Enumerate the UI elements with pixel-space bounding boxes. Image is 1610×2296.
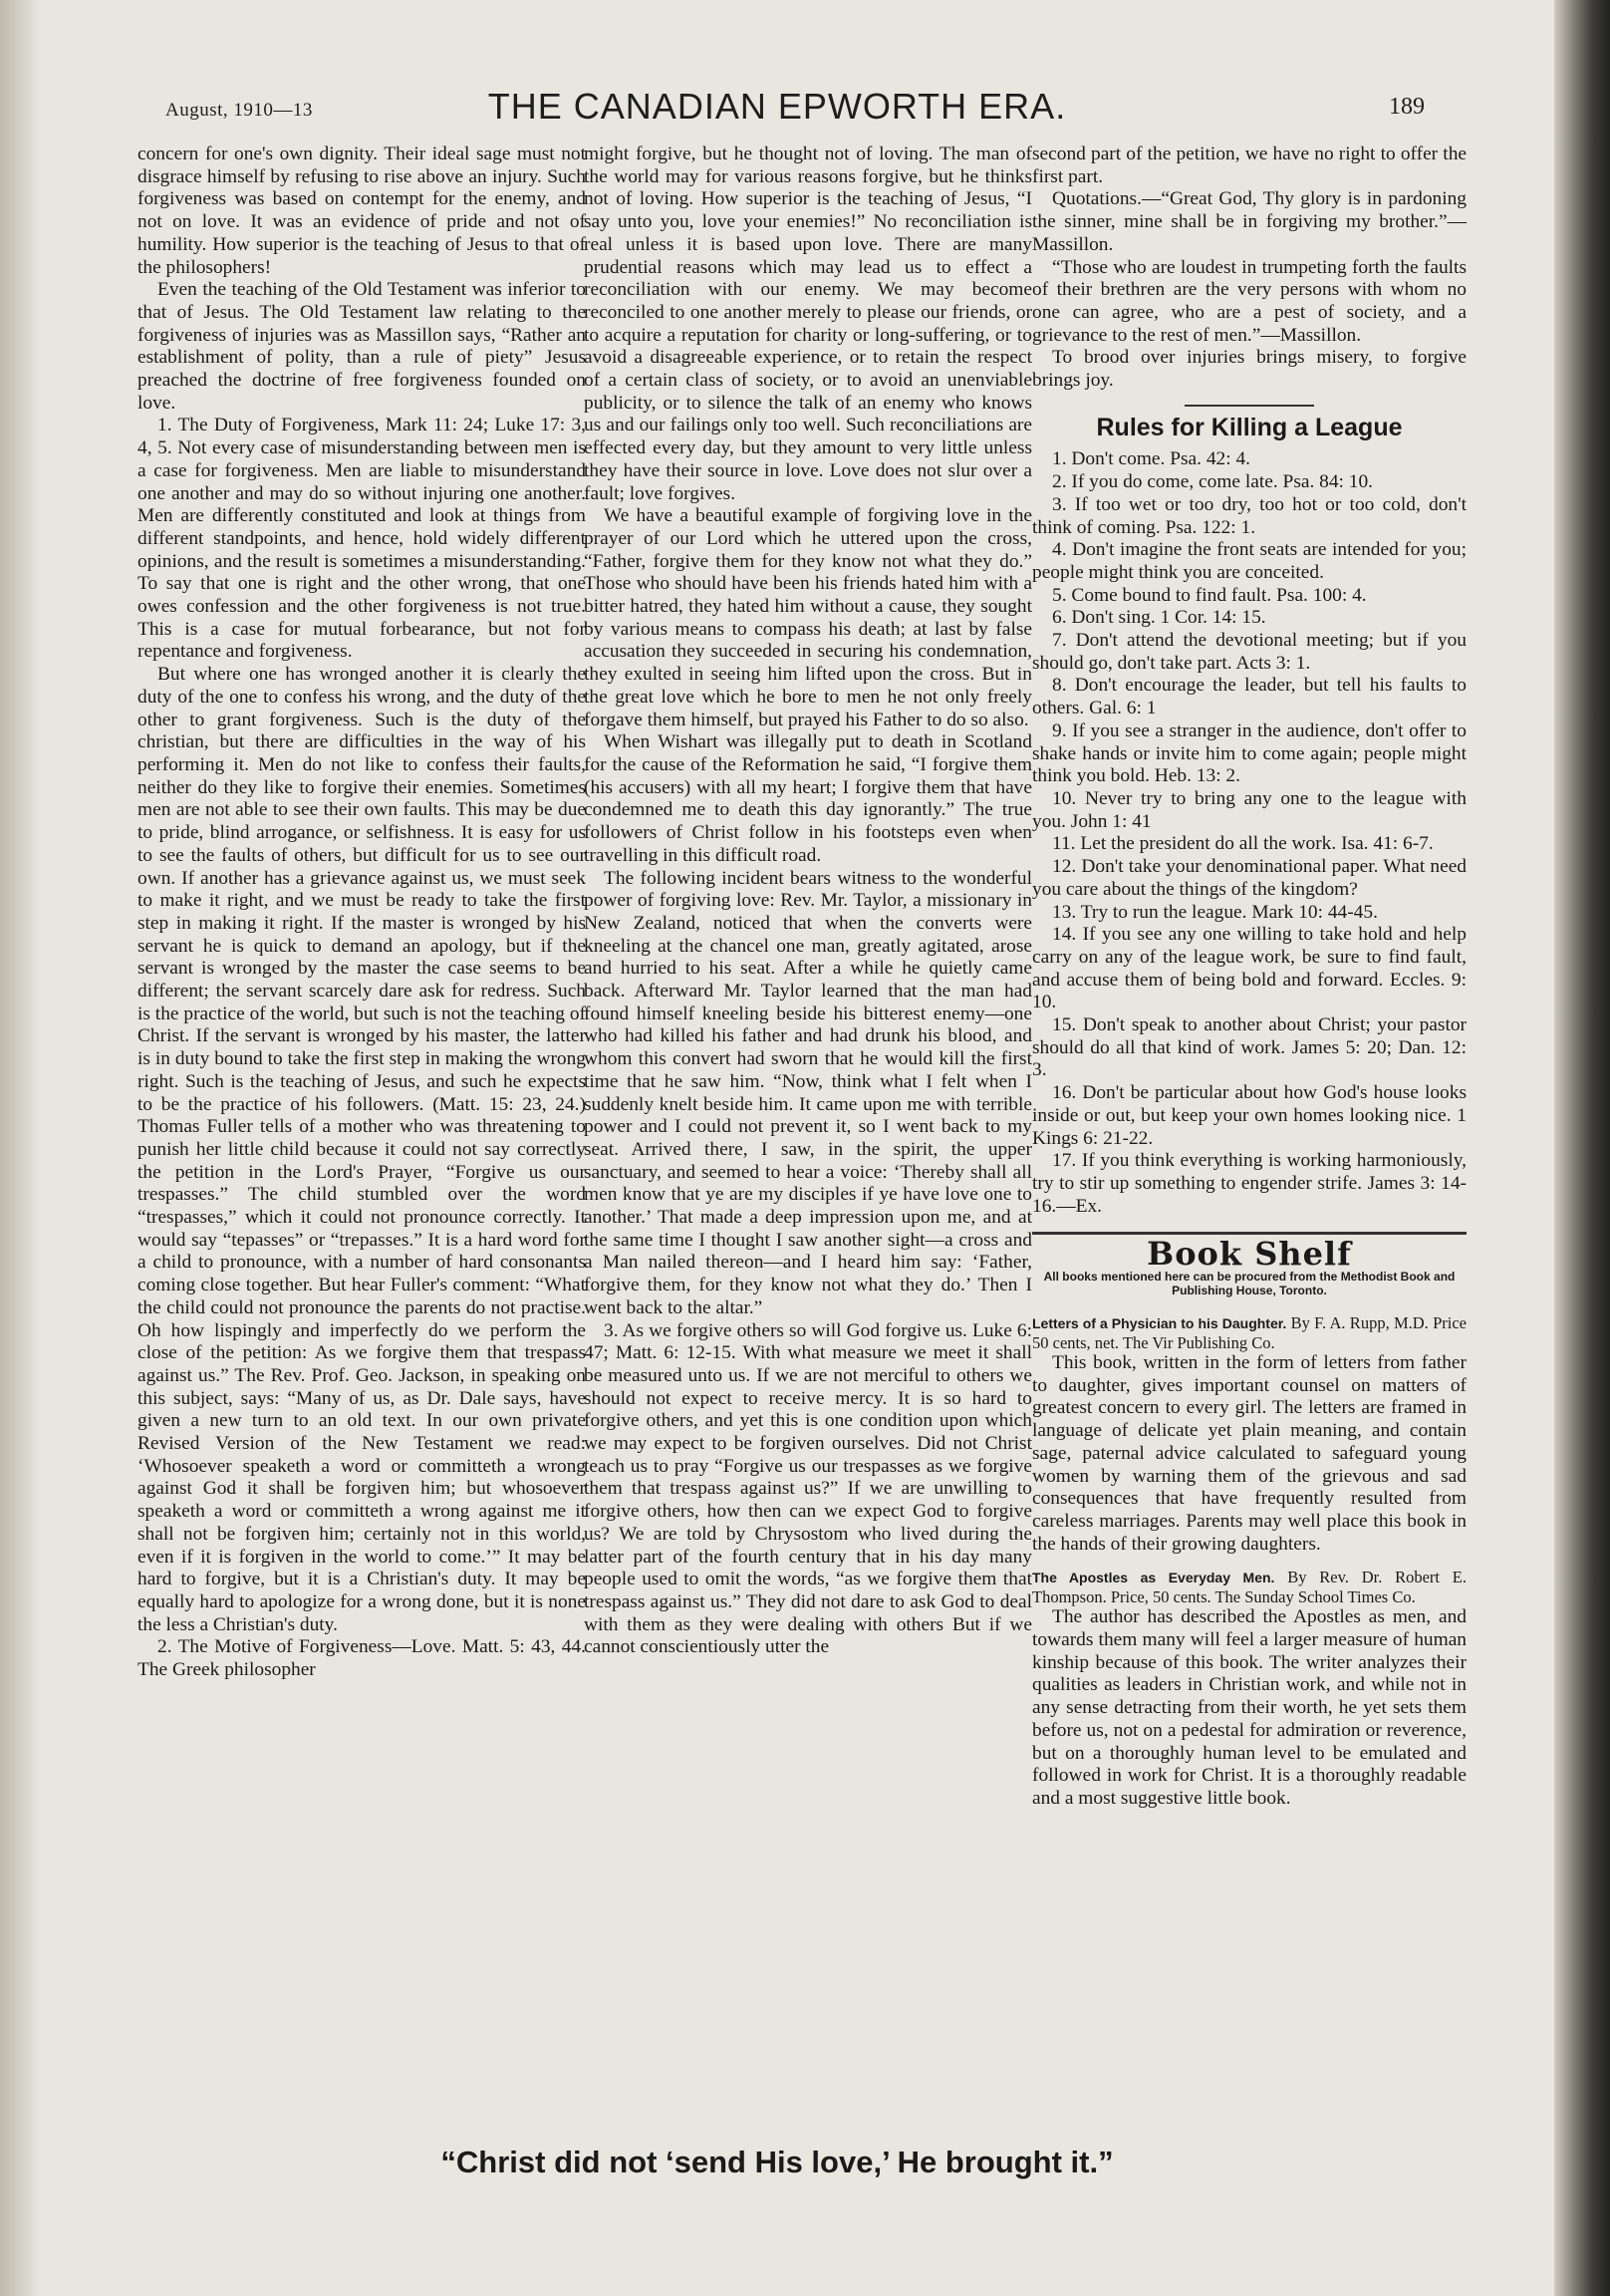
rule-item: 11. Let the president do all the work. Isa. 41: 6-7. (1052, 833, 1434, 855)
rules-list (1032, 448, 1467, 1218)
column-3 (1032, 144, 1467, 1811)
book-spine-edge (1554, 0, 1610, 2296)
paragraph: concern for one's own dignity. Their ideal sage must not disgrace himself by refusing to rise above an injury. Such forgiveness was based on contempt for the enemy, and not on love. It was an evidence of pride and not of humility. How superior is the teaching of Jesus to that of the philosophers! (137, 144, 586, 278)
rule-item: 3. If too wet or too dry, too hot or too cold, don't think of coming. Psa. 122: 1. (1032, 493, 1467, 538)
rule-item: 14. If you see any one willing to take hold and help carry on any of the league work, be sure to find fault, and accuse them of being bold and forward. Eccles. 9: 10. (1032, 924, 1467, 1013)
paragraph: 2. The Motive of Forgiveness—Love. Matt. 5: 43, 44. The Greek philosopher (137, 1636, 586, 1681)
rule-item: 7. Don't attend the devotional meeting; but if you should go, don't take part. Acts 3: 1. (1032, 630, 1467, 674)
column-2 (584, 144, 1032, 1659)
section-divider (1185, 405, 1314, 407)
rule-item: 13. Try to run the league. Mark 10: 44-45. (1052, 901, 1378, 923)
rules-heading: Rules for Killing a League (1096, 413, 1403, 441)
paragraph: The following incident bears witness to the wonderful power of forgiving love: Rev. Mr. Taylor, a missionary in New Zealand, noticed that when the converts were kneeling at the chancel one man, greatly agitated, arose and hurried to his seat. After a while he quietly came back. Afterward Mr. Taylor learned that the man had found himself kneeling beside his bitterest enemy—one who had killed his father and had drunk his blood, and whom this convert had sworn that he would kill the first time that he saw him. “Now, think what I felt when I suddenly knelt beside him. It came upon me with terrible power and I could not prevent it, so I went back to my seat. Arrived there, I saw, in the spirit, the upper sanctuary, and seemed to hear a voice: ‘Thereby shall all men know that ye are my disciples if ye have love one to another.’ That made a deep impression upon me, and at the same time I thought I saw another sight—a cross and a Man nailed thereon—and I heard him say: ‘Father, forgive them, for they know not what they do.’ Then I went back to the altar.” (584, 867, 1032, 1318)
paragraph: We have a beautiful example of forgiving love in the prayer of our Lord which he uttered upon the cross, “Father, forgive them for they know not what they do.” Those who should have been his friends hated him with a bitter hatred, they hated him without a cause, they sought by various means to compass his death; at last by false accusation they succeeded in securing his condemnation, they exulted in seeing him lifted upon the cross. But in the great love which he bore to men he not only freely forgave them himself, but prayed his Father to do so also. (584, 505, 1032, 730)
paragraph: But where one has wronged another it is clearly the duty of the one to confess his wrong, and the duty of the other to grant forgiveness. Such is the duty of the christian, but there are difficulties in the way of his performing it. Men do not like to confess their faults, neither do they like to forgive their enemies. Sometimes men are not able to see their own faults. This may be due to pride, blind arrogance, or selfishness. It is easy for us to see the faults of others, but difficult for us to see our own. If another has a grievance against us, we must seek to make it right, and we must be ready to take the first step in making it right. If the master is wronged by his servant he is quick to demand an apology, but if the servant is wronged by the master the case seems to be different; the servant scarcely dare ask for redress. Such is the practice of the world, but such is not the teaching of Christ. If the servant is wronged by his master, the latter is in duty bound to take the first step in making the wrong right. Such is the teaching of Jesus, and such he expects to be the practice of his followers. (Matt. 15: 23, 24.) Thomas Fuller tells of a mother who was threatening to punish her little child because it could not say correctly the petition in the Lord's Prayer, “Forgive us our trespasses.” The child stumbled over the word “trespasses,” which it could not pronounce correctly. It would say “tepasses” or “trepasses.” It is a hard word for a child to pronounce, with a number of hard consonants coming close together. But hear Fuller's comment: “What the child could not pronounce the parents do not practise. Oh how lispingly and imperfectly do we perform the close of the petition: As we forgive them that trespass against us.” The Rev. Prof. Geo. Jackson, in speaking on this subject, says: “Many of us, as Dr. Dale says, have given a new turn to an old text. In our own private Revised Version of the New Testament we read: ‘Whosoever speaketh a word or committeth a wrong against God it shall be forgiven him; but whosoever speaketh a word or committeth a wrong against me it shall not be forgiven him; certainly not in this world, even if it is forgiven in the world to come.’” It may be hard to forgive, but it is a Christian's duty. It may be equally hard to apologize for a wrong done, but it is none the less a Christian's duty. (137, 664, 586, 1635)
rule-item: 15. Don't speak to another about Christ; your pastor should do all that kind of work. James 5: 20; Dan. 12: 3. (1032, 1014, 1467, 1081)
page-gutter (0, 0, 40, 2296)
paragraph: Even the teaching of the Old Testament was inferior to that of Jesus. The Old Testament law relating to the forgiveness of injuries was as Massillon says, “Rather an establishment of polity, than a rule of piety” Jesus preached the doctrine of free forgiveness founded on love. (137, 279, 586, 414)
issue-date: August, 1910—13 (165, 100, 313, 121)
rule-item: 9. If you see a stranger in the audience, don't offer to shake hands or invite him to come again; people might think you bold. Heb. 13: 2. (1032, 719, 1467, 787)
column-3-intro (1032, 144, 1467, 393)
paragraph: Quotations.—“Great God, Thy glory is in pardoning the sinner, mine shall be in forgiving my brother.”—Massillon. (1032, 188, 1467, 255)
rule-item: 12. Don't take your denominational paper. What need you care about the things of the kingdom? (1032, 856, 1467, 900)
paragraph: To brood over injuries brings misery, to forgive brings joy. (1032, 347, 1467, 392)
paragraph: might forgive, but he thought not of loving. The man of the world may for various reasons forgive, but he thinks not of loving. How superior is the teaching of Jesus, “I say unto you, love your enemies!” No reconciliation is real unless it is based upon love. There are many prudential reasons which may lead us to effect a reconciliation with our enemy. We may become reconciled to one another merely to please our friends, or to acquire a reputation for charity or long-suffering, or to avoid a disagreeable experience, or to retain the respect of a certain class of society, or to avoid an unenviable publicity, or to silence the talk of an enemy who knows us and our failings only too well. Such reconciliations are effected every day, but they amount to very little unless they have their source in love. Love does not slur over a fault; love forgives. (584, 144, 1032, 504)
bookshelf-heading: Book Shelf (1147, 1235, 1352, 1274)
column-1 (137, 144, 586, 1682)
footer-quote: “Christ did not ‘send His love,’ He brought it.” (440, 2145, 1114, 2179)
paragraph: When Wishart was illegally put to death in Scotland for the cause of the Reformation he said, “I forgive them (his accusers) with all my heart; I forgive them that have condemned me to death this day ignorantly.” The true followers of Christ follow in his footsteps even when travelling in this difficult road. (584, 731, 1032, 866)
bookshelf-note: All books mentioned here can be procured from the Methodist Book and Publishing House, Toronto. (1043, 1270, 1456, 1298)
paragraph: second part of the petition, we have no right to offer the first part. (1032, 144, 1467, 187)
rule-item: 16. Don't be particular about how God's house looks inside or out, but keep your own homes looking nice. 1 Kings 6: 21-22. (1032, 1082, 1467, 1149)
rule-item: 17. If you think everything is working harmoniously, try to stir up something to engender strife. James 3: 14-16.—Ex. (1032, 1150, 1467, 1217)
masthead-title: THE CANADIAN EPWORTH ERA. (487, 86, 1067, 127)
rule-item: 8. Don't encourage the leader, but tell his faults to others. Gal. 6: 1 (1032, 675, 1467, 719)
page-number: 189 (1389, 94, 1425, 120)
rule-item: 2. If you do come, come late. Psa. 84: 10. (1052, 471, 1374, 493)
book-2-title: The Apostles as Everyday Men. (1032, 1570, 1275, 1586)
book-1-title: Letters of a Physician to his Daughter. (1032, 1315, 1287, 1332)
rule-item: 6. Don't sing. 1 Cor. 14: 15. (1052, 607, 1266, 629)
rule-item: 5. Come bound to find fault. Psa. 100: 4. (1052, 584, 1367, 606)
paragraph: “Those who are loudest in trumpeting forth the faults of their brethren are the very persons with whom no one can agree, who are a pest of society, and a grievance to the rest of men.”—Massillon. (1032, 256, 1467, 346)
book-2-entry (1032, 1568, 1467, 1606)
book-1-review: This book, written in the form of letters from father to daughter, gives important counsel on matters of greatest concern to every girl. The letters are framed in language of delicate yet plain meaning, and contain sage, paternal advice calculated to safeguard young women by warning them of the grievous and sad consequences that have frequently resulted from careless marriages. Parents may well place this book in the hands of their growing daughters. (1032, 1352, 1467, 1555)
book-2-meta: By Rev. Dr. Robert E. Thompson. Price, 50 cents. The Sunday School Times Co. (1032, 1568, 1468, 1607)
paragraph: 1. The Duty of Forgiveness, Mark 11: 24; Luke 17: 3, 4, 5. Not every case of misunderstanding between men is a case for forgiveness. Men are liable to misunderstand one another and may do so without injuring one another. Men are differently constituted and look at things from different standpoints, and hence, hold widely different opinions, and the result is sometimes a misunderstanding. To say that one is right and the other wrong, that one owes confession and the other forgiveness is not true. This is a case for mutual forbearance, but not for repentance and forgiveness. (137, 415, 586, 663)
book-2-review: The author has described the Apostles as men, and towards them many will feel a larger measure of human kinship because of this book. The writer analyzes their qualities as leaders in Christian work, and while not in any sense detracting from their worth, he yet sets them before us, not on a pedestal for admiration or reverence, but on a thoroughly human level to be emulated and followed in work for Christ. It is a thoroughly readable and a most suggestive little book. (1032, 1606, 1467, 1809)
book-1-entry (1032, 1313, 1467, 1352)
paragraph: 3. As we forgive others so will God forgive us. Luke 6: 47; Matt. 6: 12-15. With what measure we meet it shall be measured unto us. If we are not merciful to others we should not expect to receive mercy. It is so hard to forgive others, and yet this is one condition upon which we may expect to be forgiven ourselves. Did not Christ teach us to pray “Forgive us our trespasses as we forgive them that trespass against us?” If we are unwilling to forgive others, how then can we expect God to forgive us? We are told by Chrysostom who lived during the latter part of the fourth century that in his day many people used to omit the words, “as we forgive them that trespass against us.” They did not dare to ask God to deal with them as they were dealing with others But if we cannot conscientiously utter the (584, 1319, 1032, 1658)
book-1-meta: By F. A. Rupp, M.D. Price 50 cents, net. The Vir Publishing Co. (1032, 1313, 1467, 1353)
rule-item: 10. Never try to bring any one to the league with you. John 1: 41 (1032, 787, 1467, 832)
rule-item: 4. Don't imagine the front seats are intended for you; people might think you are conceited. (1032, 539, 1467, 583)
rule-item: 1. Don't come. Psa. 42: 4. (1052, 448, 1251, 470)
